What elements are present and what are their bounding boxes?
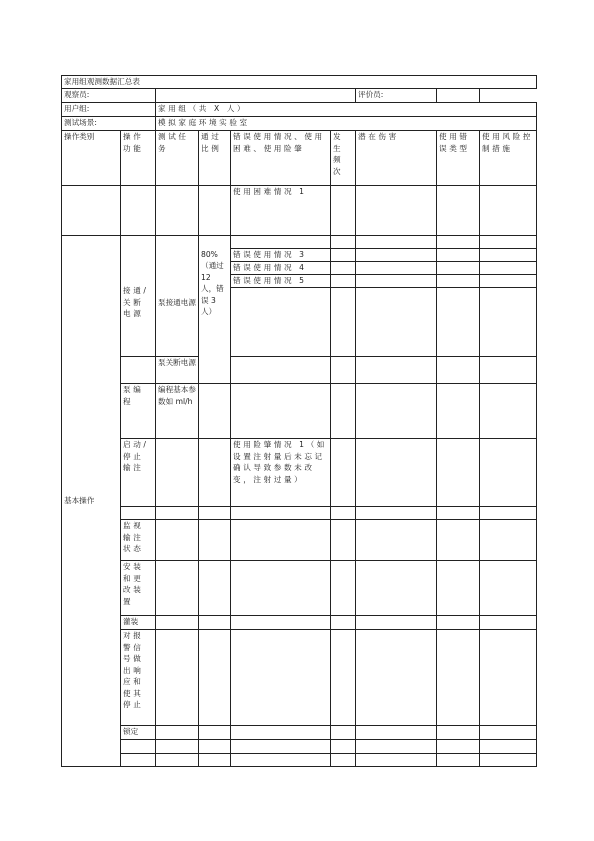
hazard-1: 使用险肇情况 1（如设置注射量后未忘记确认导致参数未改变，注射过量） bbox=[231, 439, 331, 507]
func-fill: 灌装 bbox=[121, 616, 156, 630]
table-row bbox=[62, 726, 537, 740]
observation-summary-table bbox=[61, 75, 537, 767]
difficulty-1: 使用困难情况 1 bbox=[231, 186, 331, 236]
table-title: 家用组观测数据汇总表 bbox=[62, 76, 537, 89]
pass-rate-1: 80%（通过 12 人，错误 3 人） bbox=[199, 249, 231, 384]
header-pass-rate: 通过比例 bbox=[199, 131, 231, 186]
table-row bbox=[62, 439, 537, 507]
scene-value: 模拟家庭环境实验室 bbox=[156, 117, 537, 131]
table-row bbox=[62, 740, 537, 754]
user-group-label: 用户组: bbox=[62, 103, 156, 117]
func-lock: 锁定 bbox=[121, 726, 156, 740]
table-row bbox=[62, 357, 537, 384]
table-row bbox=[62, 754, 537, 767]
scene-label: 测试场景: bbox=[62, 117, 156, 131]
header-risk-control: 使用风险控制措施 bbox=[480, 131, 537, 186]
error-5: 错误使用情况 5 bbox=[231, 275, 331, 288]
table-row bbox=[62, 249, 537, 262]
task-program: 编程基本参数如 ml/h bbox=[156, 384, 199, 439]
error-3: 错误使用情况 3 bbox=[231, 249, 331, 262]
category-basic: 基本操作 bbox=[62, 236, 121, 767]
header-error-type: 使用错误类型 bbox=[437, 131, 480, 186]
header-task: 测试任务 bbox=[156, 131, 199, 186]
observer-label: 观察员: bbox=[62, 89, 156, 103]
observer-value[interactable] bbox=[156, 89, 356, 103]
table-row bbox=[62, 507, 537, 520]
evaluator-label: 评价员: bbox=[356, 89, 437, 103]
table-row bbox=[62, 520, 537, 561]
header-row bbox=[62, 131, 537, 186]
header-harm: 潜在伤害 bbox=[356, 131, 437, 186]
func-start-stop: 启动/停止输注 bbox=[121, 439, 156, 507]
table-row bbox=[62, 630, 537, 726]
error-4: 错误使用情况 4 bbox=[231, 262, 331, 275]
table-row bbox=[62, 186, 537, 236]
table-row bbox=[62, 236, 537, 249]
func-alarm: 对报警信号做出响应和使其停止 bbox=[121, 630, 156, 726]
table-row bbox=[62, 561, 537, 616]
header-situation: 错误使用情况、使用困难、使用险肇 bbox=[231, 131, 331, 186]
task-power-off: 泵关断电源 bbox=[156, 357, 199, 384]
table-row bbox=[62, 616, 537, 630]
func-program: 泵编程 bbox=[121, 384, 156, 439]
blank-cell bbox=[480, 89, 537, 103]
func-install: 安装和更改装置 bbox=[121, 561, 156, 616]
header-category: 操作类别 bbox=[62, 131, 121, 186]
evaluator-value[interactable] bbox=[437, 89, 480, 103]
header-frequency: 发生频次 bbox=[331, 131, 356, 186]
task-power-on: 泵接通电源 bbox=[156, 249, 199, 357]
table-row bbox=[62, 384, 537, 439]
user-group-value: 家用组（共 X 人） bbox=[156, 103, 537, 117]
func-power: 接通/关断电源 bbox=[121, 249, 156, 357]
func-monitor: 监视输注状态 bbox=[121, 520, 156, 561]
header-function: 操作功能 bbox=[121, 131, 156, 186]
